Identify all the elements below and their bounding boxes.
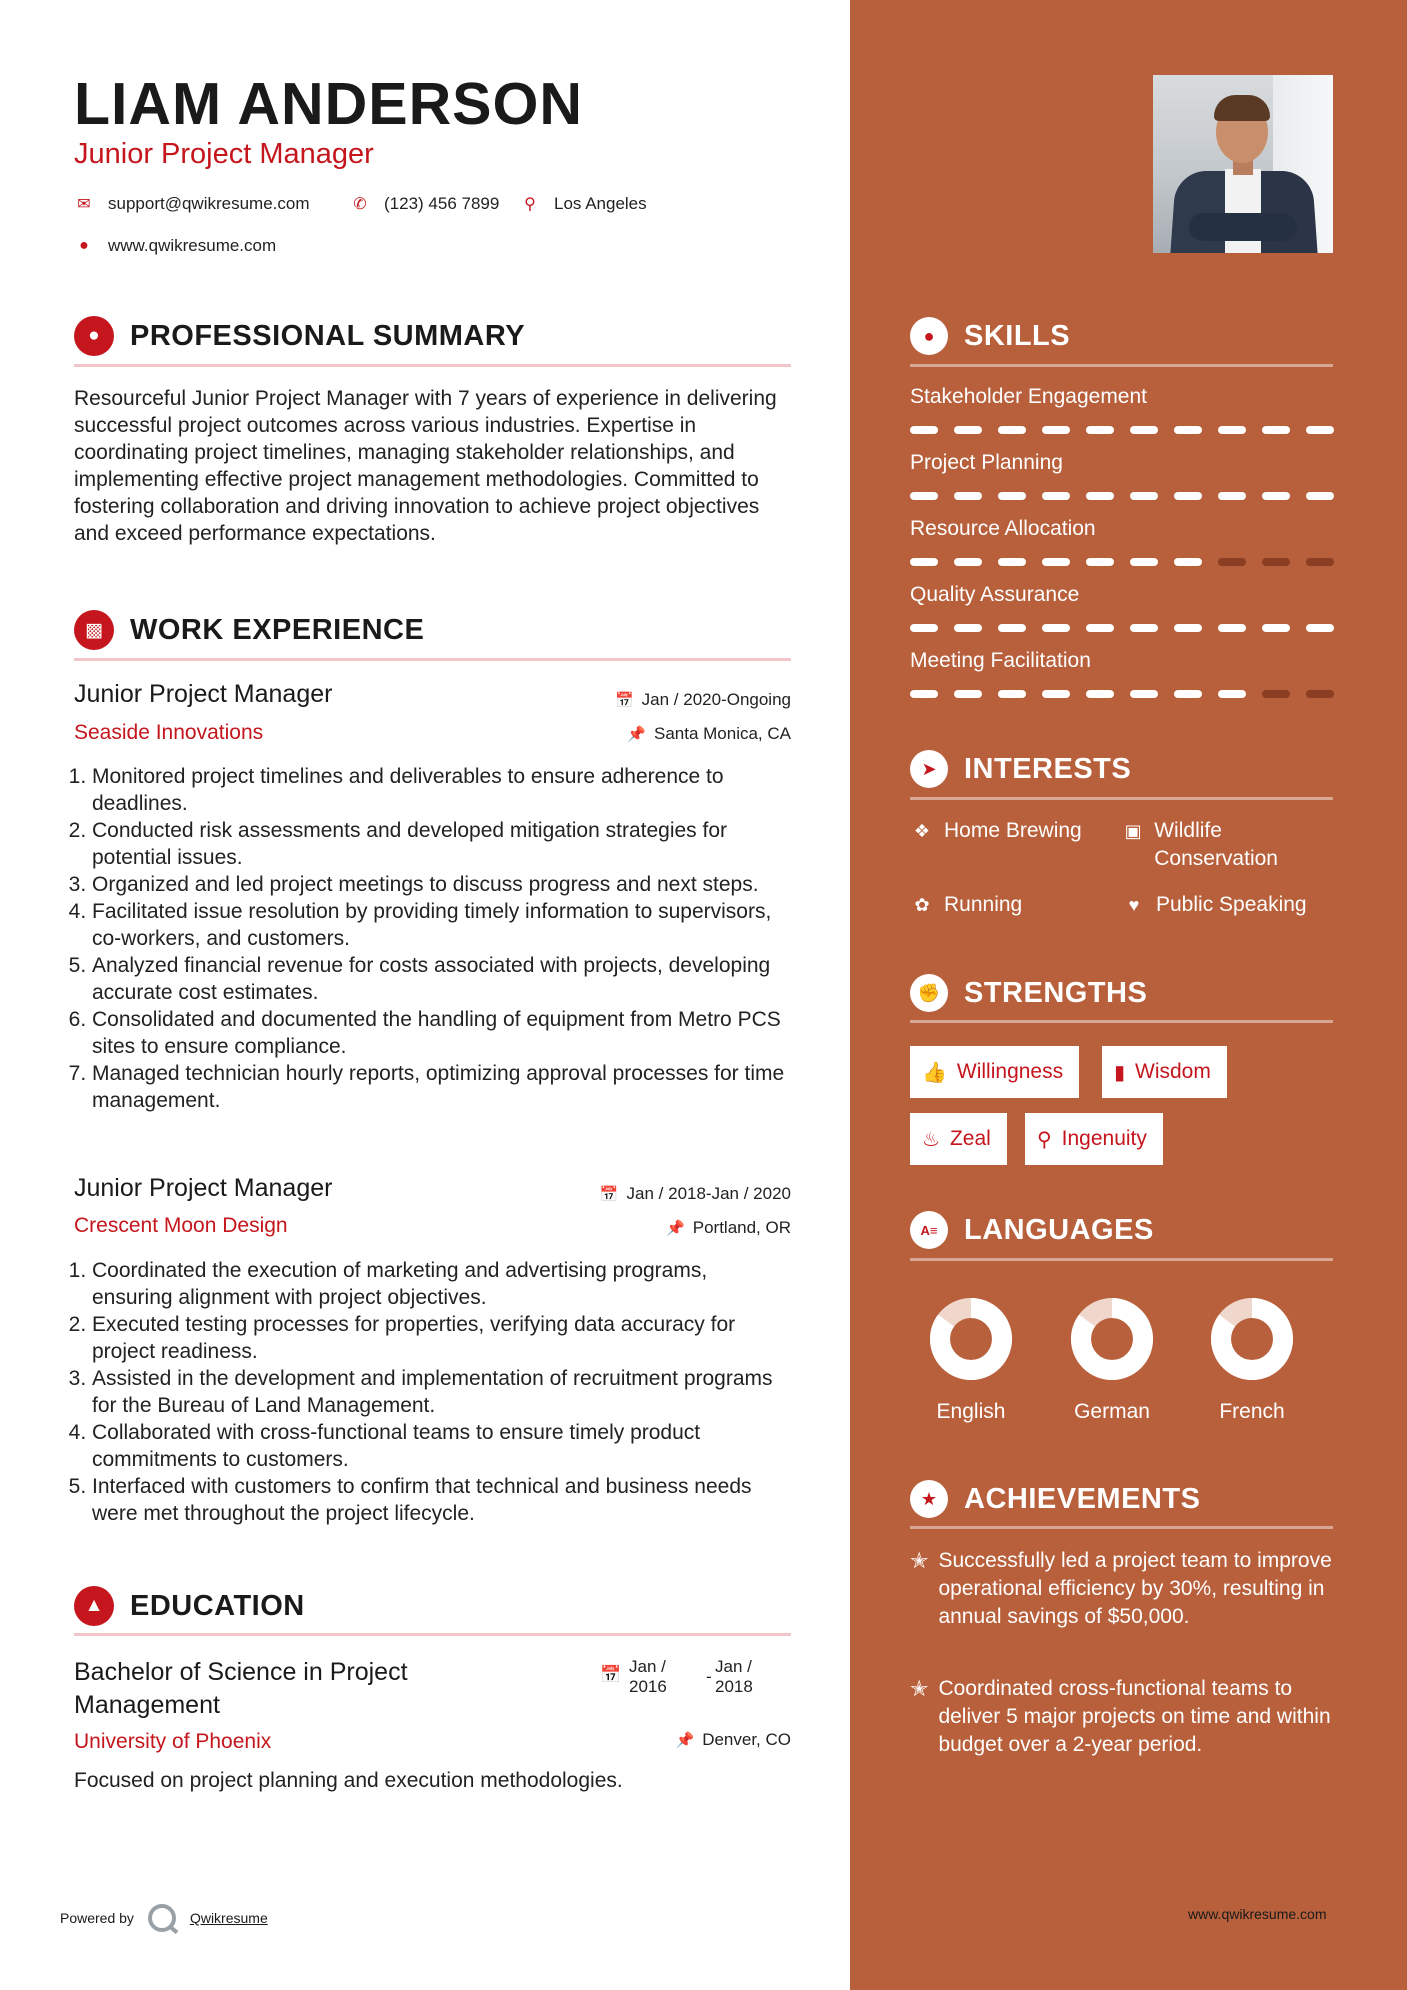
- pushpin-icon: 📌: [675, 1732, 695, 1749]
- skill-dash-filled: [910, 558, 938, 566]
- skill-dash-empty: [1218, 558, 1246, 566]
- skill-dash-empty: [1262, 690, 1290, 698]
- languages-rule: [910, 1258, 1333, 1261]
- summary-rule: [74, 364, 791, 367]
- job-bullets: [92, 1257, 792, 1527]
- skill-dash-empty: [1306, 690, 1334, 698]
- paper-plane-icon: ➤: [910, 750, 948, 788]
- education-description: Focused on project planning and execution methodologies.: [74, 1769, 623, 1792]
- fire-icon: ♨: [922, 1128, 940, 1151]
- contact-website[interactable]: ● www.qwikresume.com: [74, 236, 276, 256]
- job-location: 📌 Portland, OR: [666, 1218, 791, 1237]
- skill-item: Quality Assurance: [910, 583, 1340, 632]
- job-date: 📅 Jan / 2020-Ongoing: [614, 690, 791, 709]
- skill-dash-filled: [910, 492, 938, 500]
- skill-dash-filled: [954, 624, 982, 632]
- graduation-cap-icon: ▲: [74, 1586, 114, 1626]
- skill-dash-filled: [1306, 426, 1334, 434]
- list-item: 7. Managed technician hourly reports, optimizing approval processes for time management.: [92, 1060, 792, 1114]
- skill-dash-empty: [1262, 558, 1290, 566]
- skill-dash-filled: [1086, 426, 1114, 434]
- skills-rule: [910, 364, 1333, 367]
- skill-dash-filled: [1042, 492, 1070, 500]
- language-item: French: [1187, 1296, 1317, 1424]
- powered-by: Powered by Qwikresume: [60, 1904, 268, 1932]
- language-icon: A≡: [910, 1211, 948, 1249]
- user-icon: ●: [74, 316, 114, 356]
- skill-level-bar: [910, 690, 1340, 698]
- skill-dash-filled: [1042, 624, 1070, 632]
- skill-dash-filled: [1130, 558, 1158, 566]
- list-item: 2. Conducted risk assessments and developed mitigation strategies for potential issues.: [92, 817, 792, 871]
- skill-dash-filled: [1262, 492, 1290, 500]
- fist-icon: ✊: [910, 974, 948, 1012]
- job-company: Crescent Moon Design: [74, 1214, 288, 1237]
- language-item: German: [1047, 1296, 1177, 1424]
- strengths-rule: [910, 1020, 1333, 1023]
- brand-link[interactable]: Qwikresume: [189, 1910, 268, 1926]
- job-title: Junior Project Manager: [74, 1174, 333, 1202]
- job-company: Seaside Innovations: [74, 721, 264, 744]
- list-item: 5. Interfaced with customers to confirm that technical and business needs were met throughout the project lifecycle.: [92, 1473, 792, 1527]
- lightbulb-icon: ⚲: [1037, 1128, 1052, 1151]
- skill-item: Project Planning: [910, 451, 1340, 500]
- language-donut: [1209, 1296, 1295, 1382]
- skill-dash-filled: [1218, 426, 1246, 434]
- skill-dash-filled: [954, 492, 982, 500]
- thumbs-up-icon: 👍: [922, 1061, 947, 1084]
- footer-url[interactable]: www.qwikresume.com: [1188, 1906, 1327, 1922]
- experience-heading: ▩ WORK EXPERIENCE: [74, 610, 424, 650]
- lightbulb-icon: ●: [910, 317, 948, 355]
- skill-dash-filled: [954, 558, 982, 566]
- skill-item: Meeting Facilitation: [910, 649, 1340, 698]
- skill-dash-filled: [1174, 492, 1202, 500]
- skill-dash-filled: [1042, 690, 1070, 698]
- education-end-date: Jan / 2018: [715, 1657, 753, 1696]
- job-date: 📅 Jan / 2018-Jan / 2020: [599, 1184, 791, 1203]
- list-item: 4. Facilitated issue resolution by providing timely information to supervisors, co-workers, and customers.: [92, 898, 792, 952]
- pushpin-icon: 📌: [666, 1220, 685, 1237]
- skill-dash-filled: [998, 426, 1026, 434]
- contact-location: ⚲ Los Angeles: [520, 194, 647, 214]
- star-icon: ★: [910, 1480, 948, 1518]
- interests-rule: [910, 797, 1333, 800]
- education-rule: [74, 1633, 791, 1636]
- list-item: 2. Executed testing processes for properties, verifying data accuracy for project readiness.: [92, 1311, 792, 1365]
- skill-dash-filled: [1086, 492, 1114, 500]
- map-marker-icon: ⚲: [524, 196, 536, 213]
- chair-icon: ▩: [74, 610, 114, 650]
- job-title: Junior Project Manager: [74, 680, 333, 708]
- skill-dash-filled: [998, 492, 1026, 500]
- education-date-separator: -: [706, 1667, 712, 1686]
- education-degree: Bachelor of Science in Project Management: [74, 1658, 408, 1719]
- skill-dash-filled: [1174, 558, 1202, 566]
- language-donut: [928, 1296, 1014, 1382]
- phone-icon: ✆: [353, 196, 367, 213]
- skill-dash-filled: [910, 624, 938, 632]
- book-icon: ▣: [1124, 821, 1142, 841]
- skill-dash-filled: [998, 624, 1026, 632]
- list-item: 6. Consolidated and documented the handling of equipment from Metro PCS sites to ensure compliance.: [92, 1006, 792, 1060]
- list-item: 1. Coordinated the execution of marketing and advertising programs, ensuring alignment with project objectives.: [92, 1257, 792, 1311]
- skill-dash-filled: [1174, 690, 1202, 698]
- strength-badge: ⚲ Ingenuity: [1025, 1113, 1163, 1165]
- skill-dash-filled: [1262, 426, 1290, 434]
- contact-email[interactable]: ✉ support@qwikresume.com: [74, 194, 310, 214]
- heartbeat-icon: ♥: [1128, 895, 1140, 915]
- achievement-item: ✭ Coordinated cross-functional teams to deliver 5 major projects on time and within budget over a 2-year period.: [910, 1675, 1340, 1759]
- skill-dash-filled: [1218, 690, 1246, 698]
- list-item: 3. Organized and led project meetings to discuss progress and next steps.: [92, 871, 792, 898]
- skill-dash-filled: [1262, 624, 1290, 632]
- achievement-item: ✭ Successfully led a project team to improve operational efficiency by 30%, resulting in annual savings of $50,000.: [910, 1547, 1340, 1631]
- education-heading: ▲ EDUCATION: [74, 1586, 305, 1626]
- skill-dash-filled: [1306, 492, 1334, 500]
- skill-dash-filled: [1086, 690, 1114, 698]
- achievements-heading: ★ ACHIEVEMENTS: [910, 1480, 1200, 1518]
- education-school: University of Phoenix: [74, 1730, 272, 1753]
- interest-item: ❖ Home Brewing: [910, 817, 1082, 845]
- skills-heading: ● SKILLS: [910, 317, 1070, 355]
- skill-dash-filled: [910, 690, 938, 698]
- skill-dash-filled: [1042, 426, 1070, 434]
- skill-dash-filled: [1042, 558, 1070, 566]
- achievements-rule: [910, 1526, 1333, 1529]
- candidate-name: LIAM ANDERSON: [74, 71, 584, 137]
- book-icon: ▮: [1114, 1061, 1126, 1084]
- skill-item: Stakeholder Engagement: [910, 385, 1340, 434]
- calendar-icon: 📅: [600, 1665, 622, 1684]
- skill-dash-filled: [1086, 558, 1114, 566]
- education-location: 📌 Denver, CO: [675, 1730, 791, 1749]
- strengths-heading: ✊ STRENGTHS: [910, 974, 1147, 1012]
- calendar-icon: 📅: [614, 692, 634, 709]
- language-donut: [1069, 1296, 1155, 1382]
- skill-dash-filled: [1130, 492, 1158, 500]
- skill-dash-filled: [1130, 690, 1158, 698]
- strength-badge: ♨ Zeal: [910, 1113, 1007, 1165]
- shooting-star-icon: ✭: [910, 1548, 929, 1573]
- skill-level-bar: [910, 624, 1340, 632]
- pushpin-icon: 📌: [627, 726, 646, 743]
- interest-item: ✿ Running: [910, 891, 1022, 919]
- shooting-star-icon: ✭: [910, 1676, 929, 1701]
- globe-icon: ●: [79, 237, 89, 254]
- skill-dash-filled: [1174, 624, 1202, 632]
- strength-badge: ▮ Wisdom: [1102, 1046, 1227, 1098]
- skill-dash-filled: [1218, 492, 1246, 500]
- skill-level-bar: [910, 558, 1340, 566]
- list-item: 5. Analyzed financial revenue for costs associated with projects, developing accurate cost estimates.: [92, 952, 792, 1006]
- skill-dash-filled: [910, 426, 938, 434]
- skill-level-bar: [910, 426, 1340, 434]
- skill-dash-empty: [1306, 558, 1334, 566]
- skill-level-bar: [910, 492, 1340, 500]
- language-item: English: [906, 1296, 1036, 1424]
- job-location: 📌 Santa Monica, CA: [627, 724, 791, 743]
- skill-dash-filled: [1174, 426, 1202, 434]
- skill-dash-filled: [998, 690, 1026, 698]
- contact-phone[interactable]: ✆ (123) 456 7899: [350, 194, 499, 214]
- profile-photo: [1153, 75, 1333, 253]
- skill-dash-filled: [1086, 624, 1114, 632]
- languages-heading: A≡ LANGUAGES: [910, 1211, 1154, 1249]
- skill-dash-filled: [954, 426, 982, 434]
- experience-rule: [74, 658, 791, 661]
- skill-dash-filled: [1130, 426, 1158, 434]
- calendar-icon: 📅: [599, 1186, 619, 1203]
- list-item: 3. Assisted in the development and implementation of recruitment programs for the Bureau of Land Management.: [92, 1365, 792, 1419]
- interest-item: ♥ Public Speaking: [1122, 891, 1307, 919]
- candidate-role: Junior Project Manager: [74, 138, 374, 170]
- job-bullets: [92, 763, 792, 1114]
- skill-dash-filled: [954, 690, 982, 698]
- education-start-date: Jan / 2016: [629, 1657, 667, 1696]
- list-item: 4. Collaborated with cross-functional teams to ensure timely product commitments to customers.: [92, 1419, 792, 1473]
- interest-item: ▣ Wildlife Conservation: [1122, 817, 1337, 873]
- strength-badge: 👍 Willingness: [910, 1046, 1079, 1098]
- skill-item: Resource Allocation: [910, 517, 1340, 566]
- list-item: 1. Monitored project timelines and deliverables to ensure adherence to deadlines.: [92, 763, 792, 817]
- skill-dash-filled: [1218, 624, 1246, 632]
- skill-dash-filled: [1130, 624, 1158, 632]
- summary-heading: ● PROFESSIONAL SUMMARY: [74, 316, 525, 356]
- interests-heading: ➤ INTERESTS: [910, 750, 1131, 788]
- skill-dash-filled: [1306, 624, 1334, 632]
- paw-icon: ✿: [914, 895, 930, 915]
- qwikresume-logo-icon: [148, 1904, 176, 1932]
- skill-dash-filled: [998, 558, 1026, 566]
- summary-text: Resourceful Junior Project Manager with 7 years of experience in delivering successful project outcomes across various industries. Expertise in coordinating project timelines, managing stakeholder relationships, and implementing effective project management methodologies. Committed to fostering collaboration and driving innovation to achieve project objectives and exceed performance expectations.: [74, 387, 777, 545]
- envelope-icon: ✉: [77, 196, 91, 213]
- puzzle-icon: ❖: [913, 821, 931, 841]
